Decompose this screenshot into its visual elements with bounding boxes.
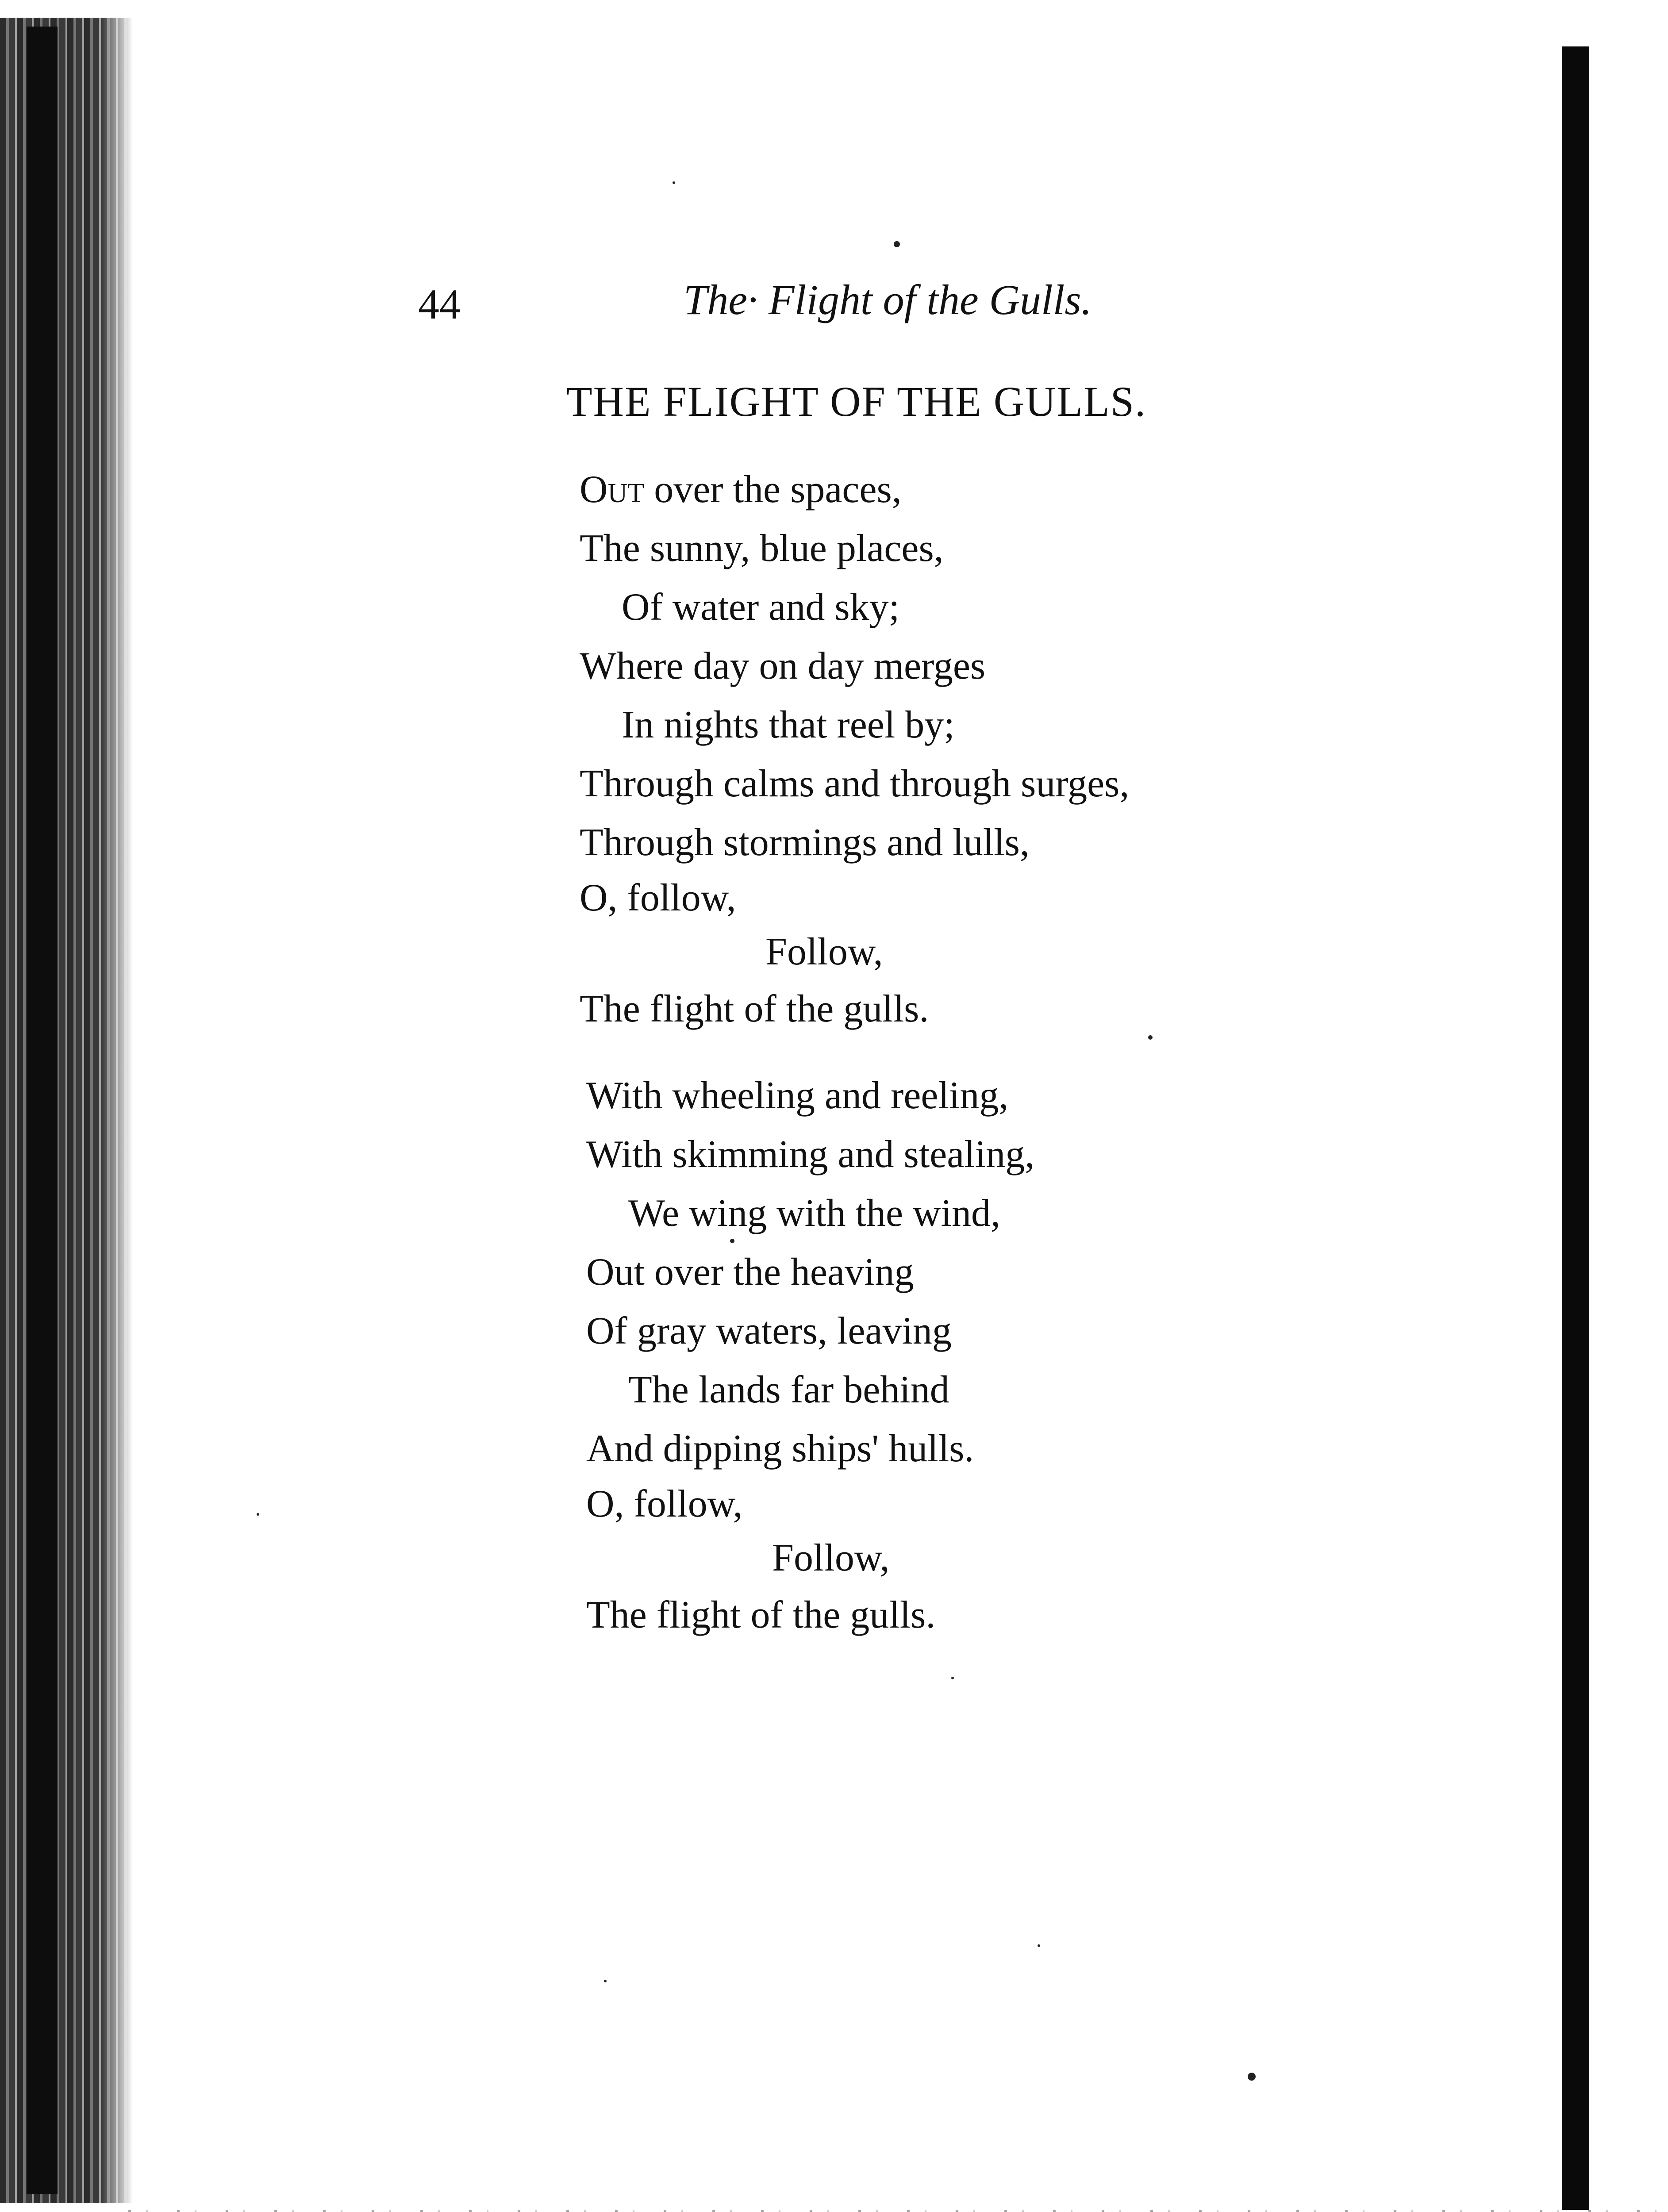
- bottom-scan-noise: [128, 2210, 1659, 2212]
- right-margin-bar: [1562, 46, 1589, 2210]
- poem-line: Follow,: [765, 930, 883, 973]
- poem-line: O, follow,: [586, 1482, 743, 1525]
- scan-speck: [673, 181, 675, 184]
- poem-line: The lands far behind: [628, 1368, 949, 1411]
- stanza-1: [580, 460, 1129, 1038]
- running-head: The· Flight of the Gulls.: [684, 276, 1092, 323]
- scan-speck: [604, 1980, 607, 1982]
- poem-line: The sunny, blue places,: [580, 527, 944, 570]
- binding-shadow: [27, 27, 58, 2194]
- poem-line: O, follow,: [580, 876, 736, 919]
- scan-speck: [1148, 1035, 1153, 1040]
- poem-line: And dipping ships' hulls.: [586, 1427, 974, 1470]
- poem-line: Of water and sky;: [622, 586, 900, 629]
- poem-line: Through stormings and lulls,: [580, 821, 1030, 864]
- poem-title: THE FLIGHT OF THE GULLS.: [566, 378, 1147, 425]
- poem-line: Follow,: [772, 1536, 890, 1579]
- poem-line: Where day on day merges: [580, 645, 986, 687]
- scan-speck: [951, 1677, 954, 1679]
- poem-line: With wheeling and reeling,: [586, 1074, 1009, 1117]
- page-number: 44: [418, 280, 461, 328]
- drop-word: Out: [580, 468, 645, 511]
- stanza-2: [586, 1066, 1034, 1644]
- scan-speck: [1038, 1944, 1040, 1947]
- poem-line: [580, 460, 1129, 519]
- poem-line-text: over the spaces,: [644, 468, 902, 511]
- poem-line: With skimming and stealing,: [586, 1133, 1035, 1176]
- poem-line: Through calms and through surges,: [580, 762, 1130, 805]
- poem-line: We wing with the wind,: [628, 1192, 1001, 1235]
- scan-speck: [894, 241, 900, 247]
- poem-line: Out over the heaving: [586, 1251, 914, 1294]
- scan-speck: [1248, 2073, 1256, 2081]
- scan-speck: [257, 1513, 259, 1516]
- poem-line: In nights that reel by;: [622, 703, 955, 746]
- poem-line: The flight of the gulls.: [586, 1594, 936, 1636]
- scanned-binding-edge: [0, 18, 133, 2203]
- poem-line: Of gray waters, leaving: [586, 1310, 952, 1352]
- poem-line: The flight of the gulls.: [580, 987, 929, 1030]
